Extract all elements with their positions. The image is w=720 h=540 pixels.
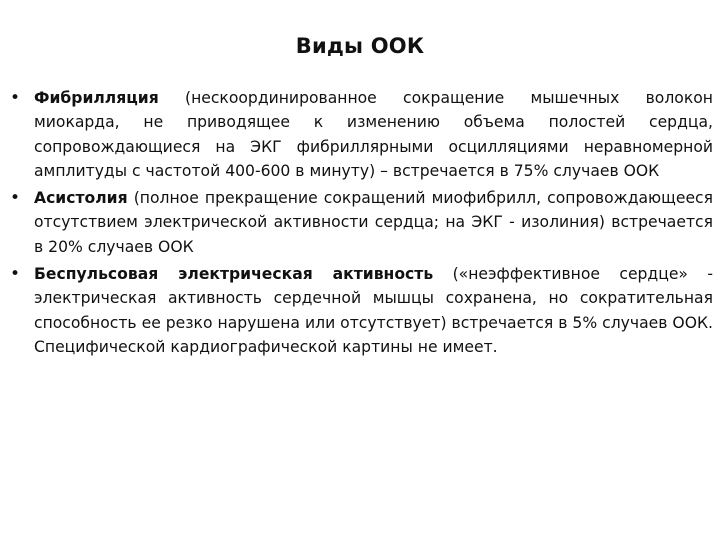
bullet-dot-icon: • [10, 188, 21, 209]
bullet-item-pea [0, 262, 720, 359]
bullet-term: Фибрилляция [34, 89, 159, 107]
bullet-text [34, 186, 713, 259]
bullet-item-asystole [0, 186, 720, 259]
slide-title: Виды ООК [295, 34, 425, 58]
bullet-description: («неэффективное сердце» - электрическая активность сердечной мышцы сохранена, но сократительная способность ее резко нарушена или отсутствует) встречается в 5% случаев ООК. Специфической кардиографической картины не имеет. [34, 265, 713, 356]
bullet-dot-icon: • [10, 264, 21, 285]
bullet-text [34, 86, 713, 183]
bullet-description: (полное прекращение сокращений миофибрилл, сопровождающееся отсутствием электрической активности сердца; на ЭКГ - изолиния) встречается в 20% случаев ООК [34, 189, 713, 256]
bullet-text [34, 262, 713, 359]
bullet-list [0, 86, 720, 362]
bullet-term: Беспульсовая электрическая активность [34, 265, 434, 284]
bullet-item-fibrillation [0, 86, 720, 183]
bullet-dot-icon: • [10, 88, 21, 108]
bullet-description: (нескоординированное сокращение мышечных волокон миокарда, не приводящее к изменению объема полостей сердца, сопровождающиеся на ЭКГ фибриллярными осцилляциями неравномерной амплитуды с частотой 400-600 в минуту) – встречается в 75% случаев ООК [34, 89, 713, 180]
bullet-term: Асистолия [34, 189, 128, 208]
